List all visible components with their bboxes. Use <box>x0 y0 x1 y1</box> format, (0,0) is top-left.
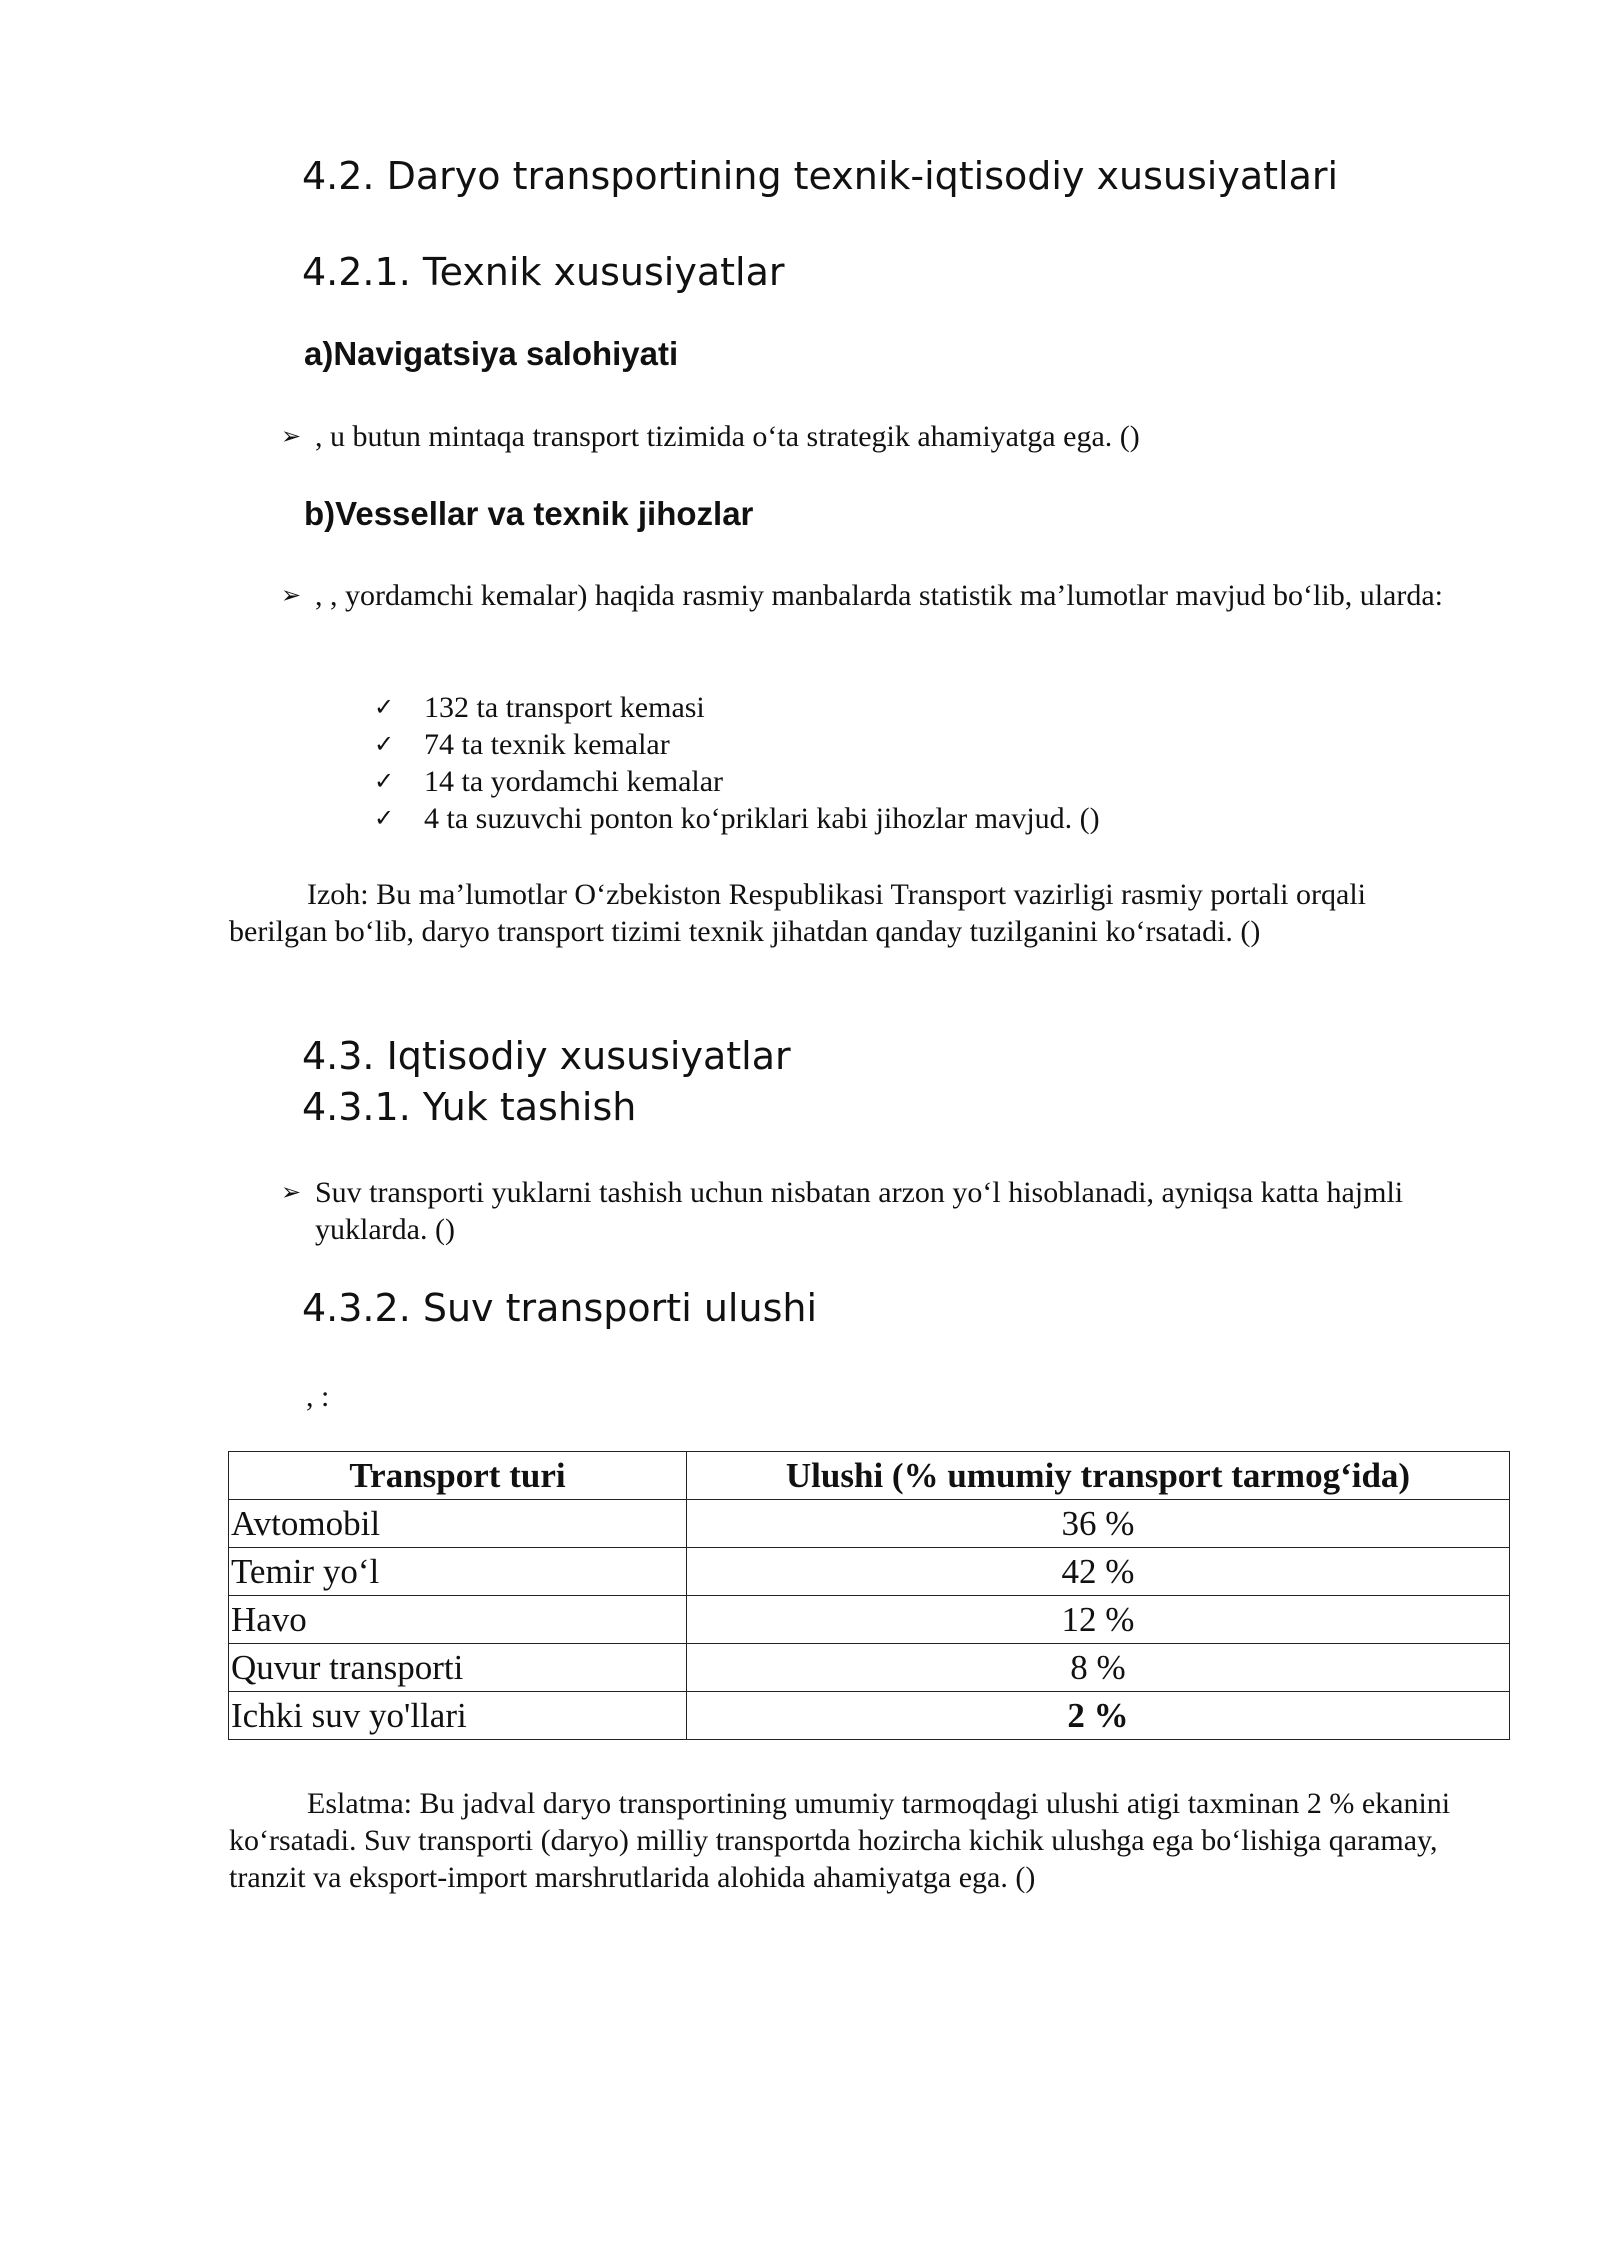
section-4-2-title: 4.2. Daryo transportining texnik-iqtisodiy xususiyatlari <box>302 154 1339 198</box>
navigation-bullet-text: , u butun mintaqa transport tizimida o‘ta strategik ahamiyatga ega. () <box>315 420 1140 453</box>
arrow-bullet-icon: ➢ <box>281 1178 302 1206</box>
section-4-3-2-title: 4.3.2. Suv transporti ulushi <box>302 1286 818 1330</box>
share-cell: 42 % <box>687 1548 1510 1596</box>
navigation-heading: a)Navigatsiya salohiyati <box>304 335 679 372</box>
arrow-bullet-icon: ➢ <box>281 422 302 450</box>
checklist-item-text: 132 ta transport kemasi <box>424 691 705 724</box>
checklist-item-text: 4 ta suzuvchi ponton ko‘priklari kabi jihozlar mavjud. () <box>424 802 1100 835</box>
table-row <box>229 1692 1510 1740</box>
share-cell: 8 % <box>687 1644 1510 1692</box>
table-row <box>229 1548 1510 1596</box>
arrow-bullet-icon: ➢ <box>281 581 302 609</box>
transport-share-table <box>228 1451 1510 1740</box>
cargo-bullet-text: Suv transporti yuklarni tashish uchun nisbatan arzon yo‘l hisoblanadi, ayniqsa katta hajmli yuklarda. () <box>315 1176 1404 1246</box>
table-remark <box>229 1785 1469 1896</box>
checklist-item-text: 14 ta yordamchi kemalar <box>424 765 724 798</box>
cargo-bullet <box>281 1174 1461 1248</box>
transport-type-cell: Temir yo‘l <box>229 1548 687 1596</box>
column-header: Ulushi (% umumiy transport tarmog‘ida) <box>687 1452 1510 1500</box>
transport-type-cell: Havo <box>229 1596 687 1644</box>
technical-note <box>229 876 1469 950</box>
navigation-bullet <box>281 418 1461 455</box>
checklist-item-text: 74 ta texnik kemalar <box>424 728 670 761</box>
share-cell: 2 % <box>687 1692 1510 1740</box>
section-4-3-1-title: 4.3.1. Yuk tashish <box>302 1085 637 1129</box>
section-4-2-1-title: 4.2.1. Texnik xususiyatlar <box>302 250 785 294</box>
checklist-item <box>374 763 1374 800</box>
table-row <box>229 1500 1510 1548</box>
vessels-bullet <box>281 577 1461 614</box>
checkmark-icon: ✓ <box>374 693 395 721</box>
table-row <box>229 1644 1510 1692</box>
transport-type-cell: Avtomobil <box>229 1500 687 1548</box>
table-intro: , : <box>306 1380 330 1413</box>
vessels-bullet-text: , , yordamchi kemalar) haqida rasmiy manbalarda statistik ma’lumotlar mavjud bo‘lib, ularda: <box>315 579 1443 612</box>
checklist-item <box>374 689 1374 726</box>
table-header-row <box>229 1452 1510 1500</box>
checkmark-icon: ✓ <box>374 767 395 795</box>
checklist-item <box>374 800 1374 837</box>
column-header: Transport turi <box>229 1452 687 1500</box>
transport-type-cell: Quvur transporti <box>229 1644 687 1692</box>
equipment-checklist <box>374 689 1374 837</box>
technical-note-text: Izoh: Bu ma’lumotlar O‘zbekiston Respublikasi Transport vazirligi rasmiy portali orqali berilgan bo‘lib, daryo transport tizimi texnik jihatdan qanday tuzilganini ko‘rsatadi. () <box>229 878 1366 948</box>
section-4-3-title: 4.3. Iqtisodiy xususiyatlar <box>302 1034 791 1078</box>
table-remark-text: Eslatma: Bu jadval daryo transportining umumiy tarmoqdagi ulushi atigi taxminan 2 % ekanini ko‘rsatadi. Suv transporti (daryo) milliy transportda hozircha kichik ulushga ega bo‘lishiga qaramay, tranzit va eksport-import marshrutlarida alohida ahamiyatga ega. () <box>229 1787 1451 1894</box>
checkmark-icon: ✓ <box>374 730 395 758</box>
table-row <box>229 1596 1510 1644</box>
share-cell: 12 % <box>687 1596 1510 1644</box>
vessels-heading: b)Vessellar va texnik jihozlar <box>304 495 754 532</box>
checkmark-icon: ✓ <box>374 804 395 832</box>
checklist-item <box>374 726 1374 763</box>
transport-type-cell: Ichki suv yo'llari <box>229 1692 687 1740</box>
share-cell: 36 % <box>687 1500 1510 1548</box>
